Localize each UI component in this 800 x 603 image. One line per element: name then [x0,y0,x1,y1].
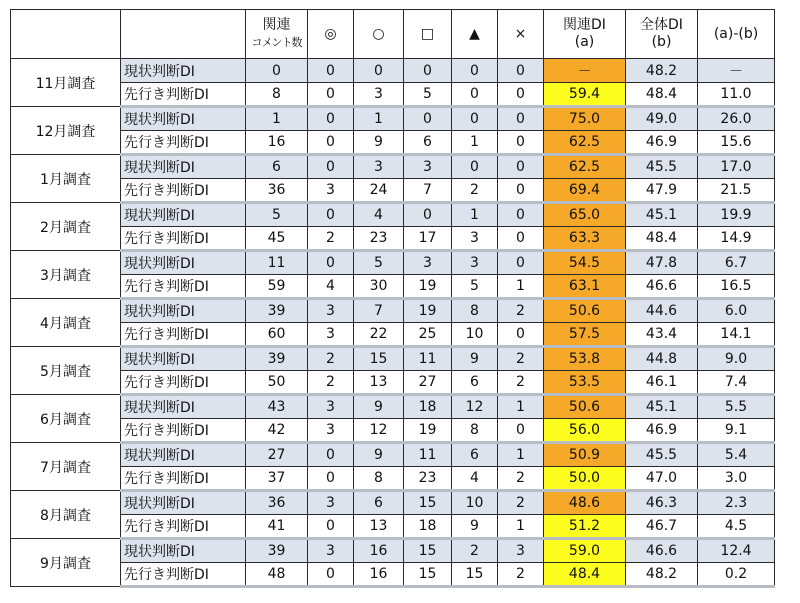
diff-cell: 9.1 [698,419,775,443]
mark-good-cell: 8 [354,467,404,491]
diff-cell: 9.0 [698,347,775,371]
overall-di-cell: 46.1 [626,371,698,395]
mark-excellent-cell: 3 [308,539,354,563]
mark-bad-cell: 2 [452,539,498,563]
mark-bad-cell: 4 [452,467,498,491]
mark-very-bad-cell: 2 [498,371,544,395]
mark-good-cell: 24 [354,179,404,203]
overall-di-cell: 48.2 [626,59,698,83]
judgment-type-cell: 現状判断DI [121,539,246,563]
related-count-cell: 27 [246,443,308,467]
diff-cell: 5.5 [698,395,775,419]
mark-bad-cell: 3 [452,227,498,251]
judgment-type-cell: 先行き判断DI [121,83,246,107]
mark-very-bad-cell: 3 [498,539,544,563]
header-related-count-line1: 関連 [262,17,291,33]
table-row-future [11,323,775,347]
mark-excellent-cell: 0 [308,203,354,227]
diff-cell: 19.9 [698,203,775,227]
related-count-cell: 37 [246,467,308,491]
judgment-type-cell: 現状判断DI [121,299,246,323]
table-row-current [11,443,775,467]
related-di-cell: 50.6 [544,299,626,323]
survey-label-cell: 8月調査 [11,491,121,539]
header-overall-di-line2: (b) [651,34,672,50]
related-count-cell: 0 [246,59,308,83]
mark-excellent-cell: 0 [308,131,354,155]
survey-label-cell: 5月調査 [11,347,121,395]
mark-bad-cell: 0 [452,107,498,131]
table-row-current [11,347,775,371]
mark-very-bad-cell: 0 [498,203,544,227]
table-row-current [11,395,775,419]
overall-di-cell: 48.2 [626,563,698,587]
mark-very-bad-cell: 1 [498,275,544,299]
mark-excellent-cell: 0 [308,443,354,467]
mark-bad-cell: 9 [452,347,498,371]
mark-very-bad-cell: 2 [498,347,544,371]
related-di-cell: 50.6 [544,395,626,419]
survey-label-cell: 6月調査 [11,395,121,443]
related-di-cell: 57.5 [544,323,626,347]
survey-label-cell: 12月調査 [11,107,121,155]
mark-good-cell: 30 [354,275,404,299]
header-related-di-line1: 関連DI [563,17,606,33]
mark-neutral-cell: 0 [404,107,452,131]
overall-di-cell: 46.7 [626,515,698,539]
mark-bad-cell: 0 [452,83,498,107]
mark-neutral-cell: 7 [404,179,452,203]
mark-excellent-cell: 0 [308,107,354,131]
mark-neutral-cell: 19 [404,419,452,443]
mark-good-cell: 3 [354,155,404,179]
overall-di-cell: 45.1 [626,203,698,227]
mark-very-bad-cell: 1 [498,395,544,419]
judgment-type-cell: 現状判断DI [121,443,246,467]
overall-di-cell: 46.3 [626,491,698,515]
mark-very-bad-cell: 0 [498,83,544,107]
header-type [121,10,246,59]
table-row-current [11,203,775,227]
diff-cell: 6.7 [698,251,775,275]
mark-bad-cell: 0 [452,155,498,179]
overall-di-cell: 43.4 [626,323,698,347]
mark-very-bad-cell: 2 [498,467,544,491]
mark-good-cell: 1 [354,107,404,131]
header-overall-di [626,10,698,59]
mark-very-bad-cell: 0 [498,251,544,275]
mark-good-cell: 7 [354,299,404,323]
mark-very-bad-cell: 2 [498,563,544,587]
mark-good-cell: 13 [354,371,404,395]
mark-excellent-cell: 0 [308,59,354,83]
mark-neutral-cell: 25 [404,323,452,347]
mark-neutral-cell: 18 [404,395,452,419]
related-count-cell: 8 [246,83,308,107]
table-row-current [11,59,775,83]
survey-label-cell: 2月調査 [11,203,121,251]
diff-cell: 5.4 [698,443,775,467]
mark-neutral-cell: 3 [404,155,452,179]
overall-di-cell: 47.0 [626,467,698,491]
mark-excellent-cell: 0 [308,563,354,587]
mark-good-cell: 9 [354,395,404,419]
judgment-type-cell: 先行き判断DI [121,563,246,587]
mark-bad-cell: 1 [452,131,498,155]
header-related-di-line2: (a) [574,34,595,50]
diff-cell: 4.5 [698,515,775,539]
mark-neutral-cell: 23 [404,467,452,491]
mark-bad-cell: 15 [452,563,498,587]
diff-cell: 15.6 [698,131,775,155]
mark-good-cell: 5 [354,251,404,275]
survey-label-cell: 11月調査 [11,59,121,107]
table-row-future [11,371,775,395]
header-mark-excellent: ◎ [308,10,354,59]
mark-bad-cell: 1 [452,203,498,227]
survey-label-cell: 4月調査 [11,299,121,347]
mark-excellent-cell: 3 [308,179,354,203]
mark-excellent-cell: 0 [308,251,354,275]
mark-good-cell: 0 [354,59,404,83]
related-di-cell: 53.5 [544,371,626,395]
mark-good-cell: 16 [354,563,404,587]
related-count-cell: 36 [246,179,308,203]
related-count-cell: 6 [246,155,308,179]
judgment-type-cell: 先行き判断DI [121,323,246,347]
overall-di-cell: 45.1 [626,395,698,419]
judgment-type-cell: 先行き判断DI [121,227,246,251]
judgment-type-cell: 現状判断DI [121,107,246,131]
diff-cell: 6.0 [698,299,775,323]
related-count-cell: 11 [246,251,308,275]
mark-excellent-cell: 0 [308,467,354,491]
judgment-type-cell: 現状判断DI [121,395,246,419]
survey-label-cell: 7月調査 [11,443,121,491]
overall-di-cell: 49.0 [626,107,698,131]
related-di-cell: 50.0 [544,467,626,491]
mark-neutral-cell: 15 [404,563,452,587]
related-count-cell: 45 [246,227,308,251]
related-di-cell: － [544,59,626,83]
judgment-type-cell: 先行き判断DI [121,515,246,539]
related-di-cell: 62.5 [544,131,626,155]
mark-neutral-cell: 27 [404,371,452,395]
overall-di-cell: 47.9 [626,179,698,203]
diff-cell: 17.0 [698,155,775,179]
overall-di-cell: 48.4 [626,227,698,251]
table-row-future [11,563,775,587]
mark-very-bad-cell: 2 [498,299,544,323]
header-mark-good: ○ [354,10,404,59]
judgment-type-cell: 現状判断DI [121,251,246,275]
diff-cell: 11.0 [698,83,775,107]
overall-di-cell: 47.8 [626,251,698,275]
mark-very-bad-cell: 1 [498,443,544,467]
judgment-type-cell: 先行き判断DI [121,131,246,155]
header-related-count-line2: コメント数 [251,36,302,49]
mark-very-bad-cell: 0 [498,107,544,131]
mark-neutral-cell: 0 [404,203,452,227]
related-count-cell: 41 [246,515,308,539]
mark-bad-cell: 8 [452,419,498,443]
judgment-type-cell: 先行き判断DI [121,179,246,203]
related-di-cell: 59.4 [544,83,626,107]
diff-cell: 0.2 [698,563,775,587]
related-di-cell: 56.0 [544,419,626,443]
mark-excellent-cell: 0 [308,83,354,107]
mark-good-cell: 4 [354,203,404,227]
header-overall-di-line1: 全体DI [640,17,683,33]
mark-very-bad-cell: 0 [498,323,544,347]
table-row-current [11,539,775,563]
survey-label-cell: 1月調査 [11,155,121,203]
table-row-current [11,491,775,515]
mark-neutral-cell: 17 [404,227,452,251]
related-di-cell: 50.9 [544,443,626,467]
mark-bad-cell: 12 [452,395,498,419]
overall-di-cell: 48.4 [626,83,698,107]
di-table-container [10,9,775,588]
overall-di-cell: 45.5 [626,443,698,467]
related-di-cell: 65.0 [544,203,626,227]
judgment-type-cell: 先行き判断DI [121,419,246,443]
related-count-cell: 1 [246,107,308,131]
diff-cell: 26.0 [698,107,775,131]
mark-bad-cell: 3 [452,251,498,275]
survey-label-cell: 3月調査 [11,251,121,299]
mark-excellent-cell: 0 [308,515,354,539]
mark-excellent-cell: 3 [308,395,354,419]
mark-neutral-cell: 11 [404,443,452,467]
related-count-cell: 60 [246,323,308,347]
mark-excellent-cell: 2 [308,371,354,395]
mark-excellent-cell: 3 [308,491,354,515]
overall-di-cell: 44.8 [626,347,698,371]
mark-bad-cell: 0 [452,59,498,83]
related-di-cell: 53.8 [544,347,626,371]
mark-bad-cell: 10 [452,491,498,515]
table-row-future [11,83,775,107]
mark-very-bad-cell: 2 [498,491,544,515]
mark-neutral-cell: 15 [404,491,452,515]
mark-good-cell: 9 [354,131,404,155]
table-row-future [11,275,775,299]
related-di-cell: 48.6 [544,491,626,515]
mark-neutral-cell: 19 [404,299,452,323]
mark-bad-cell: 10 [452,323,498,347]
overall-di-cell: 46.6 [626,539,698,563]
overall-di-cell: 46.6 [626,275,698,299]
judgment-type-cell: 現状判断DI [121,203,246,227]
related-di-cell: 62.5 [544,155,626,179]
related-di-cell: 54.5 [544,251,626,275]
judgment-type-cell: 現状判断DI [121,491,246,515]
table-row-current [11,155,775,179]
judgment-type-cell: 先行き判断DI [121,467,246,491]
mark-excellent-cell: 2 [308,227,354,251]
mark-very-bad-cell: 1 [498,515,544,539]
judgment-type-cell: 現状判断DI [121,347,246,371]
mark-excellent-cell: 0 [308,155,354,179]
mark-good-cell: 12 [354,419,404,443]
overall-di-cell: 46.9 [626,419,698,443]
related-count-cell: 43 [246,395,308,419]
mark-excellent-cell: 3 [308,299,354,323]
table-row-future [11,131,775,155]
related-count-cell: 36 [246,491,308,515]
diff-cell: 14.1 [698,323,775,347]
table-row-future [11,467,775,491]
table-row-future [11,227,775,251]
diff-cell: 7.4 [698,371,775,395]
mark-neutral-cell: 5 [404,83,452,107]
related-count-cell: 42 [246,419,308,443]
judgment-type-cell: 先行き判断DI [121,371,246,395]
header-survey [11,10,121,59]
mark-neutral-cell: 6 [404,131,452,155]
mark-good-cell: 13 [354,515,404,539]
mark-neutral-cell: 18 [404,515,452,539]
related-count-cell: 59 [246,275,308,299]
mark-excellent-cell: 4 [308,275,354,299]
judgment-type-cell: 現状判断DI [121,155,246,179]
survey-label-cell: 9月調査 [11,539,121,587]
mark-excellent-cell: 2 [308,347,354,371]
judgment-type-cell: 現状判断DI [121,59,246,83]
mark-neutral-cell: 3 [404,251,452,275]
related-di-cell: 51.2 [544,515,626,539]
mark-very-bad-cell: 0 [498,59,544,83]
header-related-di [544,10,626,59]
mark-excellent-cell: 3 [308,323,354,347]
mark-very-bad-cell: 0 [498,419,544,443]
mark-neutral-cell: 11 [404,347,452,371]
overall-di-cell: 45.5 [626,155,698,179]
table-body [11,59,775,587]
mark-bad-cell: 5 [452,275,498,299]
related-count-cell: 39 [246,299,308,323]
related-di-cell: 63.3 [544,227,626,251]
mark-neutral-cell: 0 [404,59,452,83]
diff-cell: 14.9 [698,227,775,251]
mark-good-cell: 23 [354,227,404,251]
mark-good-cell: 9 [354,443,404,467]
table-row-future [11,515,775,539]
mark-good-cell: 22 [354,323,404,347]
diff-cell: 3.0 [698,467,775,491]
di-survey-table [10,9,775,588]
mark-excellent-cell: 3 [308,419,354,443]
related-count-cell: 16 [246,131,308,155]
related-count-cell: 5 [246,203,308,227]
related-count-cell: 39 [246,347,308,371]
header-diff: (a)-(b) [698,10,775,59]
mark-good-cell: 15 [354,347,404,371]
mark-neutral-cell: 15 [404,539,452,563]
mark-bad-cell: 2 [452,179,498,203]
mark-very-bad-cell: 0 [498,179,544,203]
related-di-cell: 63.1 [544,275,626,299]
header-row [11,10,775,59]
diff-cell: 21.5 [698,179,775,203]
related-di-cell: 69.4 [544,179,626,203]
overall-di-cell: 46.9 [626,131,698,155]
mark-bad-cell: 9 [452,515,498,539]
mark-bad-cell: 6 [452,371,498,395]
related-di-cell: 75.0 [544,107,626,131]
header-mark-bad: ▲ [452,10,498,59]
diff-cell: 12.4 [698,539,775,563]
mark-neutral-cell: 19 [404,275,452,299]
mark-very-bad-cell: 0 [498,227,544,251]
mark-good-cell: 16 [354,539,404,563]
judgment-type-cell: 先行き判断DI [121,275,246,299]
related-count-cell: 48 [246,563,308,587]
mark-good-cell: 3 [354,83,404,107]
mark-very-bad-cell: 0 [498,155,544,179]
table-row-current [11,107,775,131]
header-related-count [246,10,308,59]
diff-cell: － [698,59,775,83]
table-row-current [11,299,775,323]
overall-di-cell: 44.6 [626,299,698,323]
header-mark-very-bad: × [498,10,544,59]
related-count-cell: 50 [246,371,308,395]
mark-good-cell: 6 [354,491,404,515]
mark-bad-cell: 8 [452,299,498,323]
diff-cell: 16.5 [698,275,775,299]
table-row-current [11,251,775,275]
header-mark-neutral: □ [404,10,452,59]
related-count-cell: 39 [246,539,308,563]
table-row-future [11,179,775,203]
diff-cell: 2.3 [698,491,775,515]
mark-very-bad-cell: 0 [498,131,544,155]
related-di-cell: 48.4 [544,563,626,587]
related-di-cell: 59.0 [544,539,626,563]
mark-bad-cell: 6 [452,443,498,467]
table-row-future [11,419,775,443]
